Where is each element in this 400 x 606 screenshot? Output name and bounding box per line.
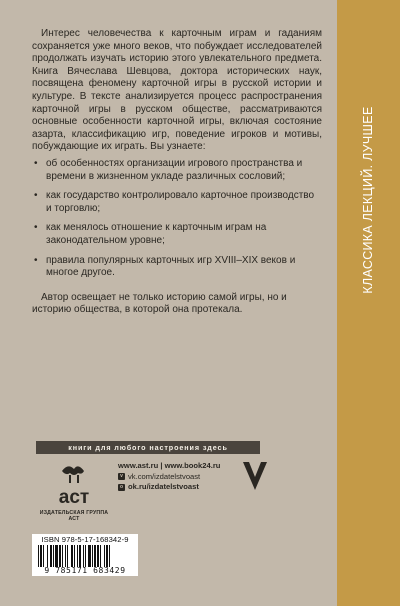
chevron-v-logo <box>242 460 268 492</box>
annotation-intro: Интерес человечества к карточным играм и гаданиям сохраняется уже много веков, что побуждает исследователей продолжать изучать историю этого увлекательного предмета. Книга Вячеслава Шевцова, доктора исторических наук, посвящена феномену карточной игры в русской истории и культуре. В тексте анализируется процесс распространения карточной игры в русском обществе, рассматриваются основные особенности карточной игры, включая состояние азарта, классификацию игр, поведение игроков и мотивы, побуждающие их играть. Вы узнаете: <box>32 28 322 153</box>
list-item: • об особенностях организации игрового пространства и времени в жизненном укладе различных сословий; <box>32 158 322 183</box>
ok-link[interactable]: ok.ru/izdatelstvoast <box>128 482 199 491</box>
barcode-bar <box>77 545 78 567</box>
spine-band <box>337 0 400 606</box>
barcode-bar <box>85 545 86 567</box>
ast-logo <box>48 461 100 509</box>
list-item: • правила популярных карточных игр XVIII–XIX веков и многое другое. <box>32 255 322 280</box>
vk-link[interactable]: vk.com/izdatelstvoast <box>128 471 201 481</box>
barcode-bar <box>40 545 42 567</box>
sites-link[interactable]: www.ast.ru | www.book24.ru <box>118 461 221 470</box>
barcode-bar <box>104 545 105 567</box>
barcode-bar <box>38 545 39 567</box>
barcode-bar <box>100 545 101 567</box>
barcode-bar <box>97 545 99 567</box>
barcode-bar <box>79 545 81 567</box>
barcode-bar <box>47 545 48 567</box>
barcode-bar <box>74 545 75 567</box>
barcode-bar <box>83 545 84 567</box>
barcode-digits: 9 785171 683429 <box>44 566 126 575</box>
barcode-bar <box>88 545 91 567</box>
barcode-bar <box>55 545 58 567</box>
series-title: КЛАССИКА ЛЕКЦИЙ. ЛУЧШЕЕ <box>361 106 375 294</box>
annotation-closing: Автор освещает не только историю самой игры, но и историю общества, в которой она протекала. <box>32 291 287 316</box>
barcode-bar <box>62 545 63 567</box>
annotation-list <box>32 158 322 280</box>
barcode-bar <box>65 545 66 567</box>
sites-row <box>118 461 220 472</box>
publisher-links <box>118 461 220 493</box>
isbn-text: ISBN 978-5-17-168342-9 <box>41 535 129 544</box>
barcode-bar <box>53 545 54 567</box>
barcode <box>32 534 138 576</box>
list-item: • как государство контролировало карточное производство и торговлю; <box>32 190 322 215</box>
vk-row <box>118 472 220 483</box>
barcode-bar <box>67 545 68 567</box>
barcode-bar <box>43 545 44 567</box>
barcode-bar <box>59 545 61 567</box>
barcode-bar <box>92 545 93 567</box>
barcode-bar <box>94 545 96 567</box>
tagline-bar: книги для любого настроения здесь <box>36 441 260 454</box>
barcode-bar <box>106 545 108 567</box>
ok-icon: o <box>119 483 124 490</box>
publisher-name: ИЗДАТЕЛЬСКАЯ ГРУППА АСТ <box>39 510 109 522</box>
list-item: • как менялось отношение к карточным играм на законодательном уровне; <box>32 222 322 247</box>
barcode-bar <box>71 545 73 567</box>
logo-text: аст <box>58 487 90 508</box>
ok-row <box>118 482 220 493</box>
barcode-bar <box>50 545 52 567</box>
barcode-bars <box>38 545 134 567</box>
barcode-bar <box>109 545 110 567</box>
annotation <box>32 28 322 317</box>
vk-icon: v <box>118 473 125 480</box>
